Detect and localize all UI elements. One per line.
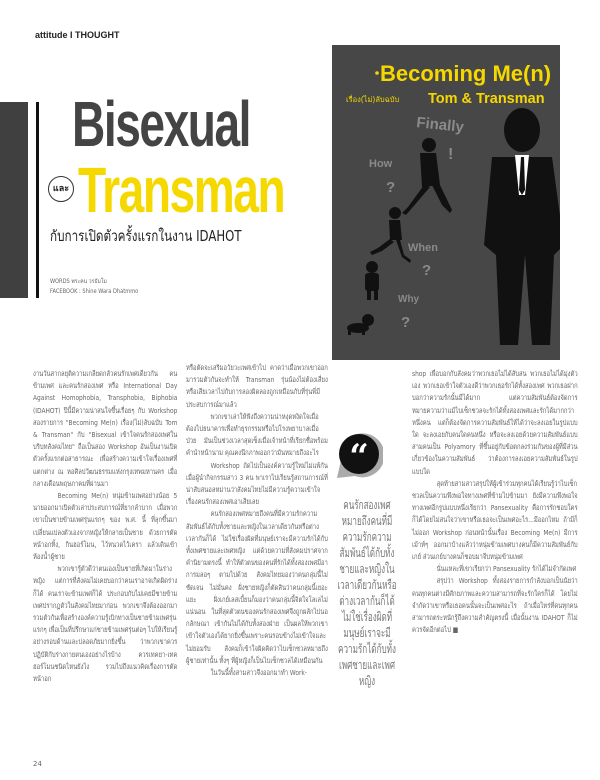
silhouette-child <box>365 261 379 300</box>
silhouette-baby <box>347 314 374 335</box>
poster-mark-exclaim: ! <box>448 146 454 163</box>
paragraph: พวกเขารู้ตัวดีว่าตนเองเป็นชายที่เกิดมาในร่างหญิง แต่การที่สังคมไม่เคยบอกว่าคนเราอาจเกิดผิดร่างก็ได้ คนเราจะข้ามเพศก็ได้ ประกอบกับไม่เคยมีชายข้ามเพศปรากฏตัวในสังคมไทยมาก่อน พวกเขาจึงต้องออกมารวมตัวกันเพื่อสร้างองค์ความรู้เบิกทางเป็นชายข้ามเพศรุ่นแรกๆ เพื่อเป็นที่ปรึกษาแก่ชายข้ามเพศรุ่นต่อๆ ไปให้เรียนรู้อย่างรอบด้านและปลอดภัยมากยิ่งขึ้น ว่าพวกเขาควรปฏิบัติกับร่างกายตนเองอย่างไรบ้าง ควรเทคยา-เทคฮอร์โมนชนิดไหนยังไง รวมไปถึงแนวคิดเรื่องการตัดหน้าอก <box>33 564 178 684</box>
article-column-3 <box>412 368 578 636</box>
decorative-vertical-line <box>36 102 39 298</box>
paragraph: Becoming Me(n) หนุ่มข้ามเพศอย่างน้อย 5 นายออกมาเปิดตัวเล่าประสบการณ์ที่ยากลำบาก เมื่อพวกเขาเป็นชายข้ามเพศรุ่นแรกๆ ของ พ.ศ. นี้ ที่ลุกขึ้นมาเปลี่ยนแปลงตัวเองจากหญิงให้กลายเป็นชาย ด้วยการตัดหน้าอกทิ้ง, กินฮอร์โมน, ไว้หนวดไว้เครา แล้วเดินเข้าห้องน้ำผู้ชาย <box>33 491 178 562</box>
poster-word-how: How <box>369 158 393 170</box>
silhouette-man-in-suit <box>484 108 560 345</box>
page-number: 24 <box>33 760 42 768</box>
paragraph: shop เพื่อบอกกับสังคมว่าพวกเธอไม่ได้สับสน พวกเธอไม่ได้มุ่งตัวเอง พวกเธอเข้าใจตัวเองดีว่าพวกเธอรักได้ทั้งสองเพศ พวกเธอฝากบอกว่าความรักนั้นมีได้มาก แต่ความสัมพันธ์ต้องจัดการ หมายความว่าแม้ไบเซ็กชวลจะรักได้ทั้งสองเพศและรักได้มากกว่าหนึ่งคน แต่ก็ต้องจัดการความสัมพันธ์ให้ได้ว่าจะลงเอยในรูปแบบใด จะลงเอยกับคนใดคนหนึ่ง หรือจะลงเอยด้วยความสัมพันธ์แบบสามคนเป็น Polyamory ที่ขึ้นอยู่กับข้อตกลงร่วมกันของผู้ที่มีส่วนเกี่ยวข้องในความสัมพันธ์ ว่าต้องการลงเอยความสัมพันธ์ในรูปแบบใด <box>412 369 578 476</box>
credits <box>50 277 138 297</box>
silhouette-walking-teen <box>402 138 452 215</box>
poster-word-when: When <box>408 242 438 254</box>
headline-bisexual: Bisexual <box>72 88 251 160</box>
decorative-dark-bar <box>0 102 28 298</box>
poster-dot <box>375 71 379 75</box>
poster-illustration <box>332 45 560 360</box>
poster-subtitle-en: Tom & Transman <box>428 91 545 107</box>
paragraph: งานวันสากลยุติความเกลียดกลัวคนรักเพศเดียวกัน คนข้ามเพศ และคนรักสองเพศ หรือ International Day Against Homophobia, Transphobia, Biphobia (IDAHOT) ปีนี้มีความน่าสนใจขึ้นเรื่อยๆ กับ Workshop สองรายการ "Becoming Me(n) เรื่อง(ไม่)ลับฉบับ Tom & Transman" กับ "Bisexual เข้าใจคนรักสองเพศในบริบทสังคมไทย" ถือเป็นสอง Workshop อันเป็นงานเปิดตัวครั้งแรกต่อสาธารณะ เพื่อสร้างความเข้าใจเรื่องเพศที่แตกต่าง ณ หอศิลปวัฒนธรรมแห่งกรุงเทพมหานคร เมื่อกลางเดือนพฤษภาคมที่ผ่านมา <box>33 369 178 488</box>
headline-transman: Transman <box>78 154 285 226</box>
quote-mark: “ <box>349 437 369 477</box>
poster-mark-why-question: ? <box>401 314 411 331</box>
poster-title: Becoming Me(n) <box>380 61 552 86</box>
headline-connector: และ <box>48 176 74 202</box>
poster-subtitle-thai: เรื่อง(ไม่)ลับฉบับ <box>346 95 400 104</box>
paragraph: คนรักสองเพศหมายถึงคนที่มีความรักความสัมพันธ์ได้กับทั้งชายและหญิงในเวลาเดียวกันหรือต่างเวลากันก็ได้ ไม่ใช่เรื่องผิดที่มนุษย์เราจะมีความรักได้กับทั้งเพศชายและเพศหญิง แต่ด้วยความที่สังคมปราศจากคำนิยามตรงนี้ ทำให้ตัวตนของคนที่รักได้ทั้งสองเพศมีอาการมลอๆ ตามไปด้วย สังคมไทยมองว่าคนกลุ่มนี้ไม่ชัดเจน ไม่มั่นคง ฝั่งชายหญิงก็ตัดสินว่าคนกลุ่มนี้เยอะแยะ ฝั่งเกย์เลสเบี้ยนก็มองว่าคนกลุ่มนี้จิตใจโลเลไม่แน่นอน ในที่สุดตัวตนของคนรักสองเพศจึงถูกผลักไปนอกลักษณา เข้ากันไม่ได้กับทั้งสองฝ่าย เป็นผลให้พวกเขาเข้าใจตัวเองได้ยากยิ่งขึ้นเพราะคนรอบข้างไม่เข้าใจและไม่ยอมรับ สังคมก็เข้าใจผิดคิดว่าไบเซ็กชวลหมายถึงผู้ชายเท่านั้น ทั้งๆ ที่ผู้หญิงก็เป็นไบเซ็กชวลได้เหมือนกัน <box>186 509 328 665</box>
credit-facebook: FACEBOOK : Shine Wara Dhatmmo <box>50 288 139 295</box>
paragraph: ในวันนี้ทั้งสามสาวจึงออกมาทำ Work- <box>210 668 307 678</box>
silhouette-running-kid <box>370 207 411 263</box>
quote-icon <box>333 430 383 480</box>
credit-words: WORDS พระคน วรธัมโม <box>50 278 107 285</box>
pull-quote: คนรักสองเพศหมายถึงคนที่มีความรักความสัมพันธ์ได้กับทั้งชายและหญิงในเวลาเดียวกันหรือต่างเวลากันก็ได้ ไม่ใช่เรื่องผิดที่มนุษย์เราจะมีความรักได้กับทั้งเพศชายและเพศหญิง <box>337 497 397 688</box>
paragraph: นั่นแหละที่เขาเรียกว่า Pansexuality รักได้ไม่จำกัดเพศ <box>436 564 577 574</box>
paragraph: สุดท้ายสามสาวสรุปให้ผู้เข้าร่วมทุกคนได้เรียนรู้ว่าไบเซ็กชวลเป็นความพึงพอใจทางเพศที่ข้ามไปข้ามมา ยังมีความพึงพอใจทางเพศอีกรูปแบบหนึ่งเรียกว่า Pansexuality คือการรักชอบใครก็ได้โดยไม่สนใจว่าเขาหรือเธอจะเป็นเพศอะไร...มีออกไหม ถ้ามีก็ไม่ออก Workshop ก่อนหน้านั้นเรื่อง Becoming Me(n) มีการเม้าท์ๆ ออกมาบ้างแล้วว่าหนุ่มข้ามเพศบางคนก็มีความสัมพันธ์กับเกย์ ส่วนเกย์บางคนก็ชอบมาจีบหนุ่มข้ามเพศ <box>412 478 578 562</box>
poster-word-finally: Finally <box>415 114 465 136</box>
section-header: attitude I THOUGHT <box>35 30 120 40</box>
paragraph: Workshop ถัดไปเป็นองค์ความรู้ใหม่ไม่แพ้กันเมื่อผู้นำกิจกรรมสาว 3 คน พาเราไปเรียนรู้สถานการณ์ที่น่าสับสนอลหม่านว่าสังคมไทยไม่มีความรู้ความเข้าใจเรื่องคนรักสองเพศเอาเสียเลย <box>186 460 328 507</box>
paragraph: หรือตัดจะเสริมอวัยวะเพศเข้าไป คาดว่าเมื่อพวกเขาออกมารวมตัวกันจะทำให้ Transman รุ่นน้องไม่ต้องเสี่ยงหรือเสียเวลาไปกับการลองผิดลองถูกเหมือนกับที่รุ่นพี่มีประสบการณ์มาแล้ว <box>186 363 328 409</box>
headline-subtitle: กับการเปิดตัวครั้งแรกในงาน IDAHOT <box>50 227 242 245</box>
article-column-1 <box>33 368 177 685</box>
event-poster-image <box>332 45 560 360</box>
poster-mark-when-question: ? <box>422 262 432 279</box>
paragraph: สรุปว่า Workshop ทั้งสองรายการกำลังบอกเป็นนัยว่าคนทุกคนต่างมีศักยภาพและความสามารถที่จะรักใครก็ได้ โดยไม่จำกัดว่าเขาหรือเธอคนนั้นจะเป็นเพศอะไร ถ้าเมื่อไหร่ที่คนทุกคนสามารถตระหนักรู้ถึงความสำคัญตรงนี้ เมื่อนั้นงาน IDAHOT ก็ไม่ควรจัดอีกต่อไป ■ <box>412 576 578 635</box>
poster-mark-how-question: ? <box>386 179 396 196</box>
paragraph: พวกเขาเล่าให้ฟังถึงความน่าหงุดหงิดใจเมื่อต้องไปธนาคารเพื่อทำธุรกรรมหรือไปโรงพยาบาลเมื่อป่วย มันเป็นช่วงเวลาสุดเซ็งเมื่อเจ้าหน้าที่เรียกชื่อพร้อมคำนำหน้านาม คุณคงนึกภาพออกว่ามันหมายถึงอะไร <box>186 411 328 458</box>
poster-word-why: Why <box>398 294 420 305</box>
article-column-2 <box>186 362 328 679</box>
